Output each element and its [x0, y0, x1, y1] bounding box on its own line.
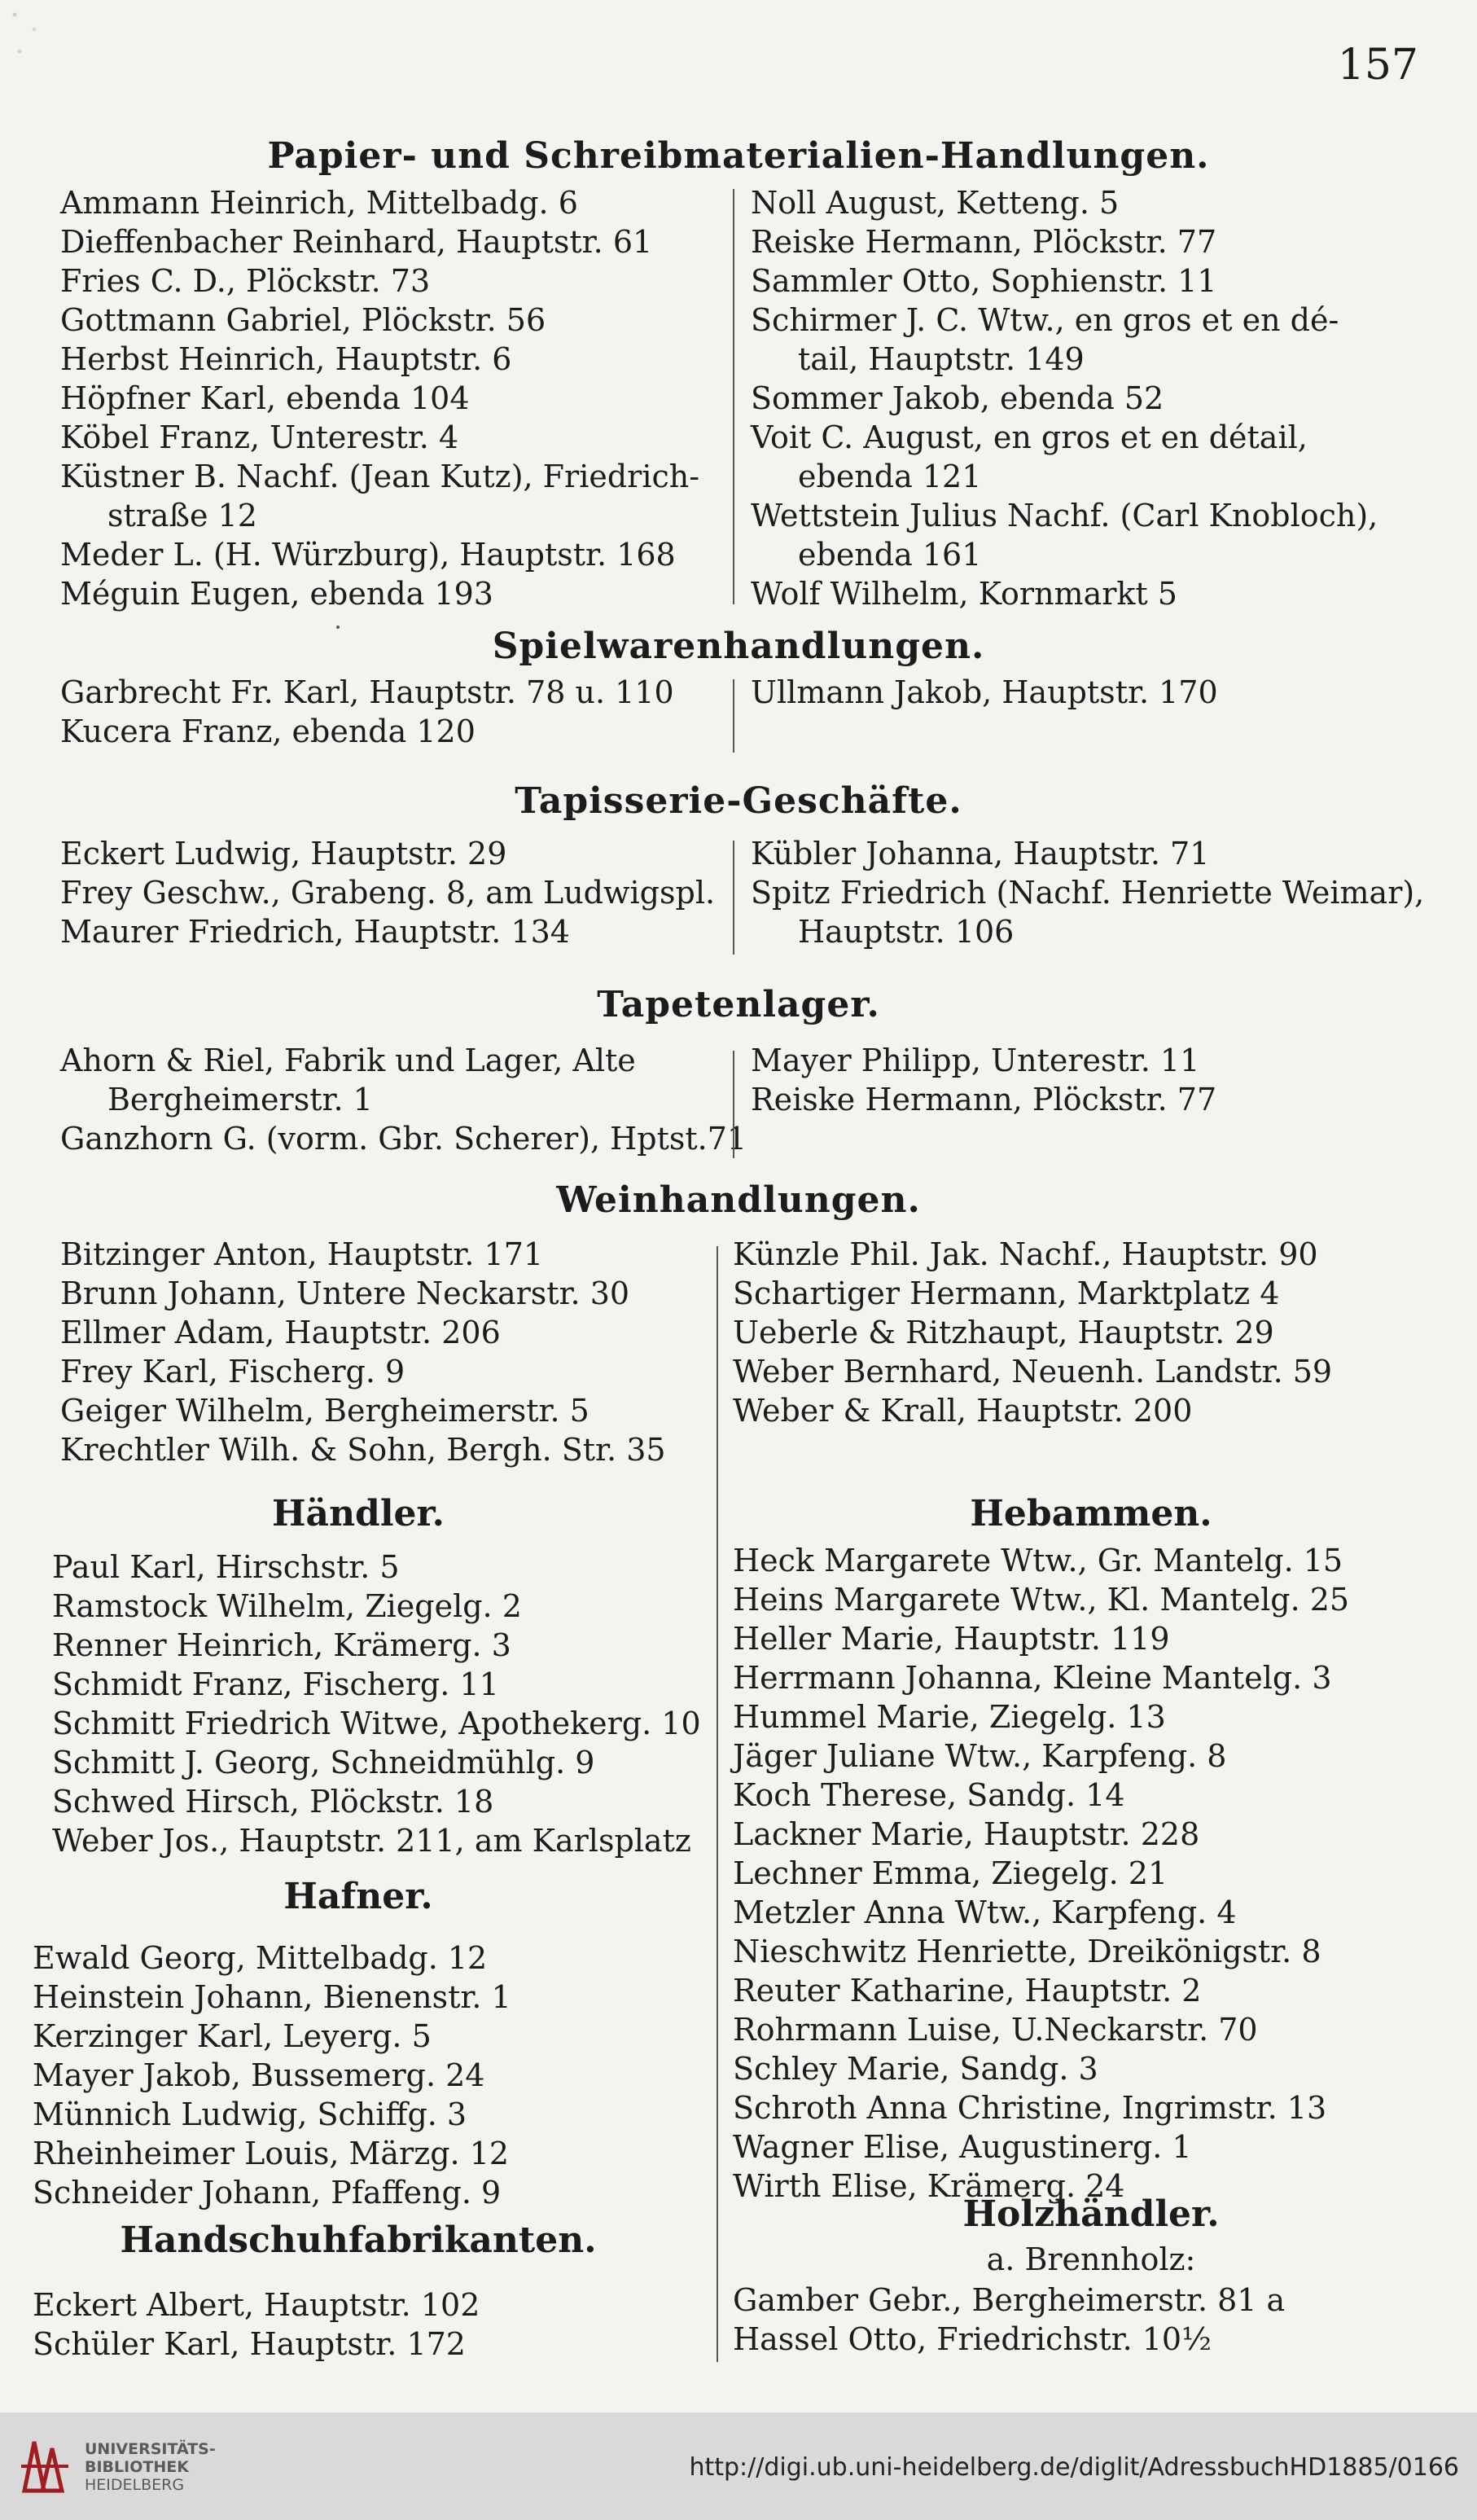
- list-item: Höpfner Karl, ebenda 104: [60, 380, 470, 416]
- list-item: Jäger Juliane Wtw., Karpfeng. 8: [733, 1738, 1227, 1774]
- source-url-link[interactable]: http://digi.ub.uni-heidelberg.de/diglit/AdressbuchHD1885/0166: [689, 2453, 1459, 2482]
- list-item: Heller Marie, Hauptstr. 119: [733, 1621, 1170, 1657]
- list-item: Nieschwitz Henriette, Dreikönigstr. 8: [733, 1934, 1321, 1969]
- scan-artifact: [5, 0, 54, 73]
- column-divider: [733, 679, 734, 753]
- list-item: Spitz Friedrich (Nachf. Henriette Weimar),: [751, 875, 1425, 911]
- wein-left-column: [60, 1235, 666, 1469]
- column-divider: [733, 841, 734, 955]
- hafner-list: [33, 1938, 511, 2212]
- papier-right-column: [751, 183, 1378, 613]
- list-item: Wirth Elise, Krämerg. 24: [733, 2168, 1125, 2204]
- column-divider: [733, 1051, 734, 1158]
- list-item: Voit C. August, en gros et en détail,: [751, 419, 1308, 455]
- wein-right-column: [733, 1235, 1332, 1430]
- column-divider: [733, 189, 734, 604]
- list-item: Künzle Phil. Jak. Nachf., Hauptstr. 90: [733, 1236, 1318, 1272]
- list-item: Herrmann Johanna, Kleine Mantelg. 3: [733, 1660, 1332, 1696]
- list-item: Eckert Albert, Hauptstr. 102: [33, 2287, 480, 2323]
- hafner-section: [33, 1872, 684, 1922]
- list-item: Küstner B. Nachf. (Jean Kutz), Friedrich-: [60, 459, 700, 494]
- list-item: Schüler Karl, Hauptstr. 172: [33, 2326, 466, 2362]
- spielwaren-right-column: [751, 673, 1218, 712]
- list-item: Reiske Hermann, Plöckstr. 77: [751, 1082, 1217, 1117]
- list-item: Ullmann Jakob, Hauptstr. 170: [751, 674, 1218, 710]
- list-item-continuation: straße 12: [107, 498, 257, 533]
- hebammen-list: [733, 1541, 1349, 2206]
- list-item: Mayer Jakob, Bussemerg. 24: [33, 2057, 485, 2093]
- column-divider: [717, 1246, 718, 2362]
- list-item-continuation: Hauptstr. 106: [798, 914, 1015, 950]
- tapisserie-right-column: [751, 834, 1424, 951]
- list-item: Meder L. (H. Würzburg), Hauptstr. 168: [60, 537, 676, 573]
- list-item: Schirmer J. C. Wtw., en gros et en dé-: [751, 302, 1339, 338]
- list-item: Münnich Ludwig, Schiffg. 3: [33, 2096, 467, 2132]
- list-item: Hassel Otto, Friedrichstr. 10½: [733, 2321, 1212, 2357]
- tapeten-right-column: [751, 1041, 1216, 1119]
- list-item: Ammann Heinrich, Mittelbadg. 6: [60, 185, 578, 221]
- list-item: Reiske Hermann, Plöckstr. 77: [751, 224, 1217, 260]
- list-item: Schroth Anna Christine, Ingrimstr. 13: [733, 2090, 1327, 2126]
- list-item: Garbrecht Fr. Karl, Hauptstr. 78 u. 110: [60, 674, 674, 710]
- list-item: Renner Heinrich, Krämerg. 3: [52, 1627, 511, 1663]
- haendler-section: [33, 1489, 684, 1539]
- list-item: Heinstein Johann, Bienenstr. 1: [33, 1979, 511, 2015]
- list-item: Ewald Georg, Mittelbadg. 12: [33, 1940, 488, 1976]
- list-item: Schmitt Friedrich Witwe, Apothekerg. 10: [52, 1706, 701, 1741]
- list-item: Herbst Heinrich, Hauptstr. 6: [60, 341, 512, 377]
- list-item: Köbel Franz, Unterestr. 4: [60, 419, 459, 455]
- list-item: Lackner Marie, Hauptstr. 228: [733, 1816, 1200, 1852]
- tapisserie-left-column: [60, 834, 715, 951]
- list-item: Ahorn & Riel, Fabrik und Lager, Alte: [60, 1043, 636, 1078]
- list-item: Kucera Franz, ebenda 120: [60, 713, 476, 749]
- list-item: Kübler Johanna, Hauptstr. 71: [751, 836, 1210, 871]
- list-item: Bitzinger Anton, Hauptstr. 171: [60, 1236, 544, 1272]
- list-item: Sommer Jakob, ebenda 52: [751, 380, 1164, 416]
- list-item: Brunn Johann, Untere Neckarstr. 30: [60, 1275, 630, 1311]
- list-item: Noll August, Ketteng. 5: [751, 185, 1120, 221]
- spielwaren-left-column: [60, 673, 674, 751]
- list-item: Wagner Elise, Augustinerg. 1: [733, 2129, 1192, 2165]
- list-item: Maurer Friedrich, Hauptstr. 134: [60, 914, 570, 950]
- list-item: Schmidt Franz, Fischerg. 11: [52, 1666, 499, 1702]
- list-item: Weber Jos., Hauptstr. 211, am Karlsplatz: [52, 1823, 691, 1859]
- list-item: Wettstein Julius Nachf. (Carl Knobloch),: [751, 498, 1378, 533]
- list-item: Rohrmann Luise, U.Neckarstr. 70: [733, 2012, 1258, 2048]
- list-item: Heck Margarete Wtw., Gr. Mantelg. 15: [733, 1543, 1343, 1578]
- list-item: Frey Geschw., Grabeng. 8, am Ludwigspl.: [60, 875, 716, 911]
- heading-holz: Holzhändler.: [962, 2193, 1220, 2235]
- list-item: Schartiger Hermann, Marktplatz 4: [733, 1275, 1280, 1311]
- subheading-brennholz: a. Brennholz:: [986, 2241, 1196, 2277]
- logo-line: BIBLIOTHEK: [85, 2458, 189, 2476]
- list-item: Schwed Hirsch, Plöckstr. 18: [52, 1784, 494, 1820]
- heading-tapisserie: Tapisserie-Geschäfte.: [515, 780, 962, 822]
- papier-left-column: [60, 183, 699, 613]
- list-item: Mayer Philipp, Unterestr. 11: [751, 1043, 1200, 1078]
- handschuh-section: [33, 2215, 684, 2266]
- list-item: Krechtler Wilh. & Sohn, Bergh. Str. 35: [60, 1432, 666, 1468]
- list-item: Gottmann Gabriel, Plöckstr. 56: [60, 302, 546, 338]
- heading-hebammen: Hebammen.: [970, 1493, 1212, 1534]
- list-item: Méguin Eugen, ebenda 193: [60, 576, 493, 612]
- holz-list: [733, 2281, 1285, 2359]
- holz-section: [733, 2189, 1449, 2279]
- logo-line: HEIDELBERG: [85, 2476, 185, 2494]
- heading-hafner: Hafner.: [283, 1876, 433, 1917]
- list-item: Hummel Marie, Ziegelg. 13: [733, 1699, 1166, 1735]
- list-item: Eckert Ludwig, Hauptstr. 29: [60, 836, 507, 871]
- handschuh-list: [33, 2285, 480, 2364]
- heading-tapeten: Tapetenlager.: [597, 984, 880, 1025]
- tapeten-left-column: [60, 1041, 747, 1158]
- list-item: Metzler Anna Wtw., Karpfeng. 4: [733, 1894, 1237, 1930]
- list-item: Weber & Krall, Hauptstr. 200: [733, 1393, 1193, 1429]
- list-item: Gamber Gebr., Bergheimerstr. 81 a: [733, 2282, 1286, 2318]
- university-logo-icon: [18, 2434, 75, 2499]
- list-item: Dieffenbacher Reinhard, Hauptstr. 61: [60, 224, 653, 260]
- list-item: Geiger Wilhelm, Bergheimerstr. 5: [60, 1393, 589, 1429]
- page-number: 157: [1337, 41, 1418, 90]
- list-item: Fries C. D., Plöckstr. 73: [60, 263, 431, 299]
- logo-wordmark: [85, 2440, 216, 2494]
- list-item: Kerzinger Karl, Leyerg. 5: [33, 2018, 432, 2054]
- list-item: Ellmer Adam, Hauptstr. 206: [60, 1315, 501, 1350]
- heading-wein: Weinhandlungen.: [556, 1179, 921, 1221]
- list-item: Ueberle & Ritzhaupt, Hauptstr. 29: [733, 1315, 1274, 1350]
- list-item: Sammler Otto, Sophienstr. 11: [751, 263, 1217, 299]
- list-item: Heins Margarete Wtw., Kl. Mantelg. 25: [733, 1582, 1350, 1618]
- list-item: Wolf Wilhelm, Kornmarkt 5: [751, 576, 1177, 612]
- list-item: Reuter Katharine, Hauptstr. 2: [733, 1973, 1202, 2009]
- heading-haendler: Händler.: [271, 1493, 445, 1534]
- list-item: Rheinheimer Louis, Märzg. 12: [33, 2136, 510, 2171]
- list-item: Frey Karl, Fischerg. 9: [60, 1354, 405, 1390]
- list-item: Ganzhorn G. (vorm. Gbr. Scherer), Hptst.71: [60, 1121, 747, 1157]
- list-item: Koch Therese, Sandg. 14: [733, 1777, 1125, 1813]
- list-item-continuation: Bergheimerstr. 1: [107, 1082, 373, 1117]
- list-item: Ramstock Wilhelm, Ziegelg. 2: [52, 1588, 522, 1624]
- list-item-continuation: ebenda 161: [798, 537, 982, 573]
- list-item: Paul Karl, Hirschstr. 5: [52, 1549, 400, 1585]
- list-item-continuation: tail, Hauptstr. 149: [798, 341, 1085, 377]
- heading-handschuh: Handschuhfabrikanten.: [120, 2219, 597, 2261]
- heading-papier: Papier- und Schreibmaterialien-Handlungen.: [267, 135, 1210, 177]
- footer-bar: [0, 2412, 1477, 2520]
- list-item: Weber Bernhard, Neuenh. Landstr. 59: [733, 1354, 1333, 1390]
- heading-spielwaren: Spielwarenhandlungen.: [492, 626, 985, 667]
- list-item: Schley Marie, Sandg. 3: [733, 2051, 1098, 2087]
- list-item: Schneider Johann, Pfaffeng. 9: [33, 2175, 502, 2210]
- list-item: Lechner Emma, Ziegelg. 21: [733, 1855, 1168, 1891]
- haendler-list: [52, 1548, 701, 1860]
- logo-line: UNIVERSITÄTS-: [85, 2440, 216, 2458]
- hebammen-section: [733, 1489, 1449, 1539]
- list-item: Schmitt J. Georg, Schneidmühlg. 9: [52, 1745, 595, 1780]
- list-item-continuation: ebenda 121: [798, 459, 982, 494]
